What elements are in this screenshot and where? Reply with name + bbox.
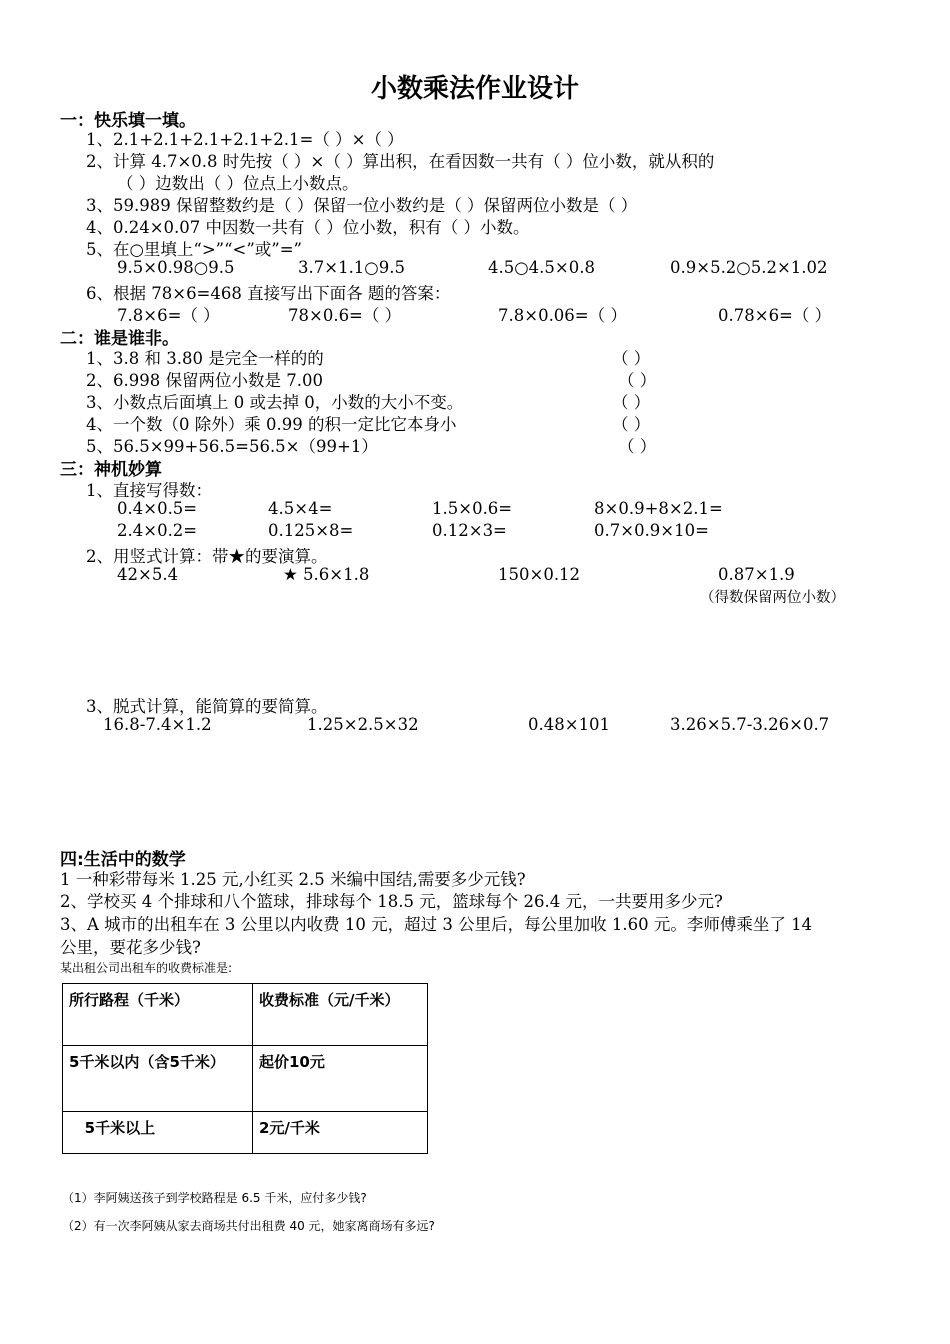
s4-question-2: 2、学校买 4 个排球和八个篮球，排球每个 18.5 元，篮球每个 26.4 元，一共要用多少元?	[60, 892, 723, 911]
s4-subquestion-2: （2）有一次李阿姨从家去商场共付出租费 40 元，她家离商场有多远?	[62, 1219, 435, 1233]
s4-question-3-line1: 3、A 城市的出租车在 3 公里以内收费 10 元，超过 3 公里后，每公里加收 1.60 元。李师傅乘坐了 14	[60, 915, 813, 934]
s3-calc-item: 1.25×2.5×32	[307, 715, 419, 734]
s1-q5-item: 4.5○4.5×0.8	[488, 258, 595, 277]
s3-calc-item: 16.8-7.4×1.2	[103, 715, 212, 734]
s2-statement: 1、3.8 和 3.80 是完全一样的的	[86, 349, 324, 368]
s3-part-2: 2、用竖式计算：带★的要演算。	[86, 547, 328, 566]
s3-oral-item: 0.12×3=	[432, 521, 507, 540]
s1-q5-item: 0.9×5.2○5.2×1.02	[670, 258, 828, 277]
s3-vertical-item: 42×5.4	[117, 565, 179, 584]
fee-table-cell: 5千米以内（含5千米）	[63, 1046, 253, 1112]
fee-table-cell: 起价10元	[253, 1046, 428, 1112]
s2-answer-paren: （ ）	[618, 371, 657, 390]
s1-q6-item: 7.8×6=（ ）	[117, 306, 220, 325]
s2-statement: 5、56.5×99+56.5=56.5×（99+1）	[86, 437, 378, 456]
s2-answer-paren: （ ）	[612, 349, 651, 368]
s2-statement: 2、6.998 保留两位小数是 7.00	[86, 371, 323, 390]
s2-answer-paren: （ ）	[612, 415, 651, 434]
section-3-heading: 三：神机妙算	[60, 460, 162, 480]
s4-question-1: 1 一种彩带每米 1.25 元,小红买 2.5 米编中国结,需要多少元钱?	[60, 870, 526, 889]
s1-q6-item: 78×0.6=（ ）	[288, 306, 402, 325]
s1-question-3: 3、59.989 保留整数约是（ ）保留一位小数约是（ ）保留两位小数是（ ）	[86, 196, 638, 215]
taxi-fee-table	[62, 983, 428, 1154]
s1-question-2-line2: （ ）边数出（ ）位点上小数点。	[117, 174, 359, 193]
s3-vertical-item: 0.87×1.9	[718, 565, 795, 584]
s1-q6-item: 7.8×0.06=（ ）	[498, 306, 627, 325]
s1-question-1: 1、2.1+2.1+2.1+2.1+2.1=（ ）×（ ）	[86, 130, 404, 149]
s3-vertical-item-starred: ★ 5.6×1.8	[283, 565, 370, 584]
s1-q5-item: 9.5×0.98○9.5	[117, 258, 235, 277]
section-1-heading: 一：快乐填一填。	[60, 111, 196, 131]
fee-table-cell: 2元/千米	[253, 1112, 428, 1154]
fee-table-header-rate: 收费标准（元/千米）	[253, 984, 428, 1046]
s3-calc-item: 3.26×5.7-3.26×0.7	[670, 715, 830, 734]
s2-answer-paren: （ ）	[618, 437, 657, 456]
page-title: 小数乘法作业设计	[370, 74, 579, 104]
fee-table-cell: 5千米以上	[63, 1112, 253, 1154]
s1-q6-item: 0.78×6=（ ）	[718, 306, 832, 325]
s3-calc-item: 0.48×101	[528, 715, 611, 734]
s2-statement: 3、小数点后面填上 0 或去掉 0，小数的大小不变。	[86, 393, 464, 412]
section-2-heading: 二：谁是谁非。	[60, 329, 179, 349]
s3-part-3: 3、脱式计算，能简算的要简算。	[86, 697, 328, 716]
s3-oral-item: 1.5×0.6=	[432, 499, 513, 518]
s3-vertical-note: （得数保留两位小数）	[700, 590, 845, 606]
s3-oral-item: 8×0.9+8×2.1=	[594, 499, 723, 518]
s4-question-3-line2: 公里，要花多少钱?	[60, 938, 201, 957]
fee-table-caption: 某出租公司出租车的收费标准是:	[60, 961, 233, 975]
s1-question-2-line1: 2、计算 4.7×0.8 时先按（ ）×（ ）算出积，在看因数一共有（ ）位小数，就从积的	[86, 152, 715, 171]
s3-oral-item: 0.4×0.5=	[117, 499, 198, 518]
s3-oral-item: 0.125×8=	[268, 521, 354, 540]
s3-oral-item: 0.7×0.9×10=	[594, 521, 709, 540]
s3-oral-item: 4.5×4=	[268, 499, 333, 518]
section-4-heading: 四:生活中的数学	[60, 850, 186, 870]
fee-table-header-distance: 所行路程（千米）	[63, 984, 253, 1046]
s1-question-4: 4、0.24×0.07 中因数一共有（ ）位小数，积有（ ）小数。	[86, 218, 530, 237]
s2-statement: 4、一个数（0 除外）乘 0.99 的积一定比它本身小	[86, 415, 457, 434]
s2-answer-paren: （ ）	[612, 393, 651, 412]
s3-vertical-item: 150×0.12	[498, 565, 581, 584]
s1-question-6: 6、根据 78×6=468 直接写出下面各 题的答案：	[86, 284, 451, 303]
s3-part-1: 1、直接写得数：	[86, 481, 212, 500]
s4-subquestion-1: （1）李阿姨送孩子到学校路程是 6.5 千米，应付多少钱?	[62, 1191, 367, 1205]
s1-q5-item: 3.7×1.1○9.5	[298, 258, 405, 277]
s1-question-5: 5、在○里填上“>”“<”或”=”	[86, 240, 302, 259]
s3-oral-item: 2.4×0.2=	[117, 521, 198, 540]
